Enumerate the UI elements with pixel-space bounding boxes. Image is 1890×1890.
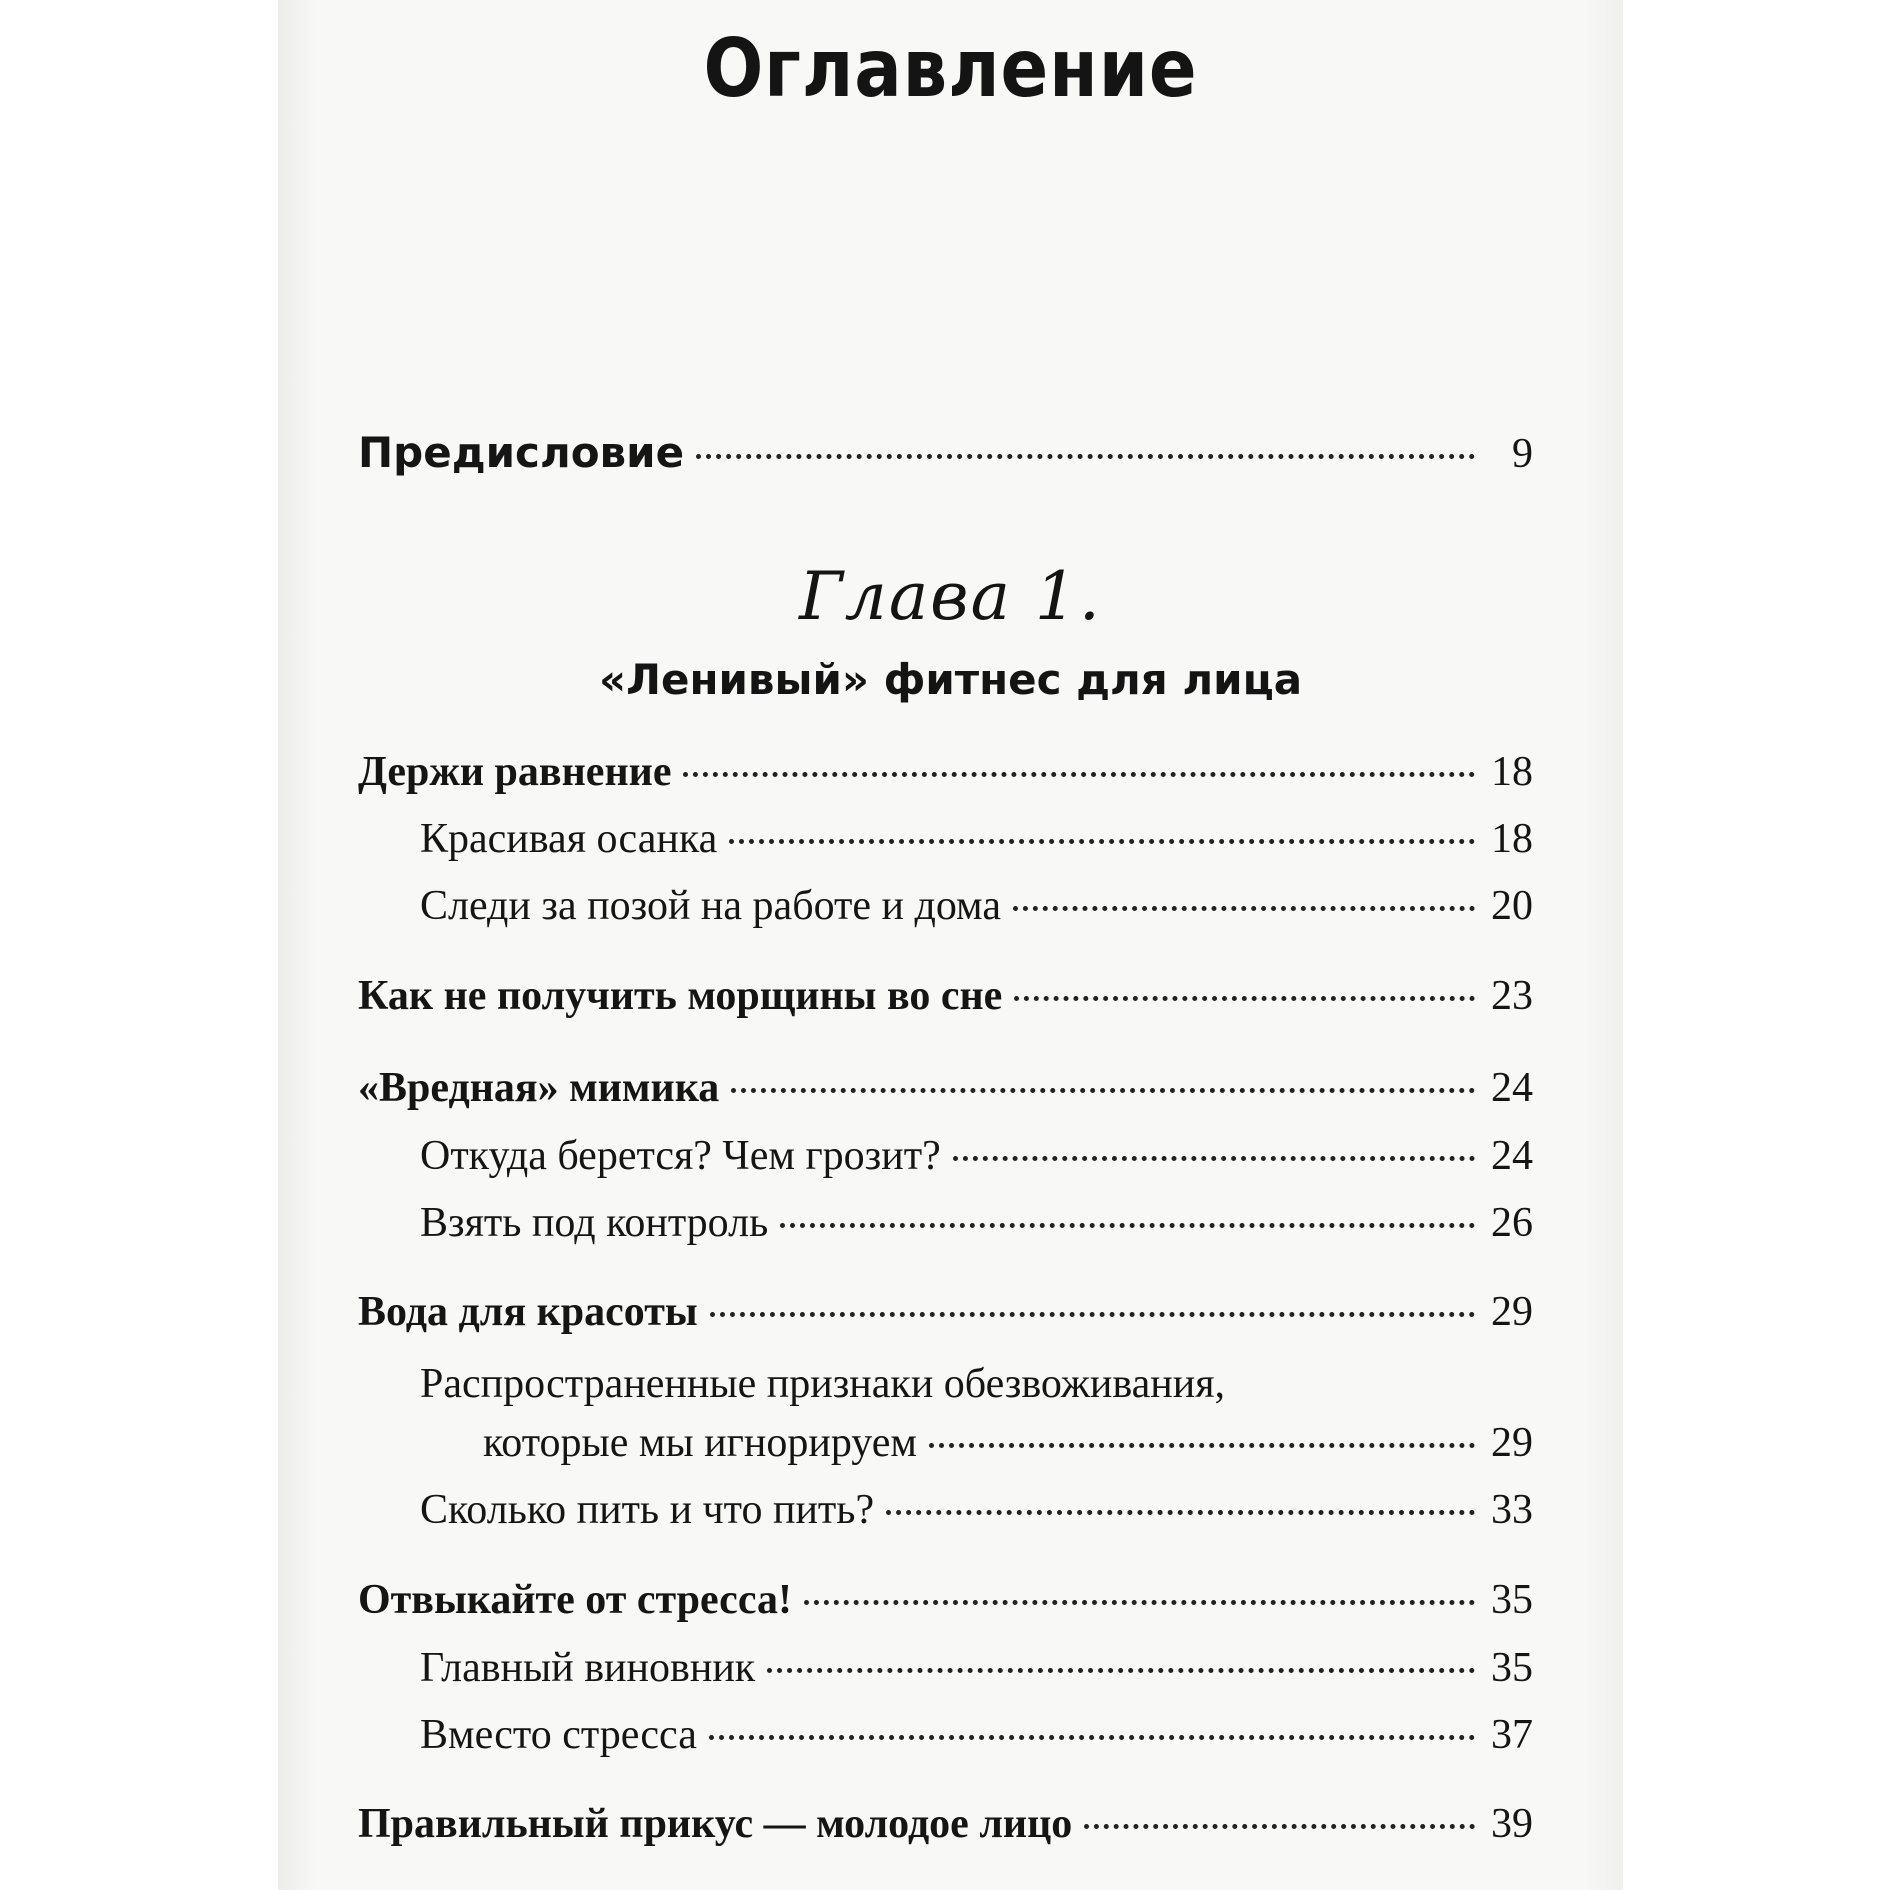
toc-entry-page: 9 xyxy=(1512,431,1533,477)
dot-leader xyxy=(731,1088,1475,1093)
toc-entry-page: 20 xyxy=(1491,883,1533,929)
toc-subsection xyxy=(420,1486,1533,1534)
toc-entry-label: Держи равнение xyxy=(358,749,672,795)
toc-entry-page: 37 xyxy=(1491,1712,1533,1758)
toc-subsection-line: Распространенные признаки обезвоживания, xyxy=(420,1361,1226,1407)
dot-leader xyxy=(683,772,1475,777)
toc-section xyxy=(358,1576,1533,1624)
page-shadow-left xyxy=(278,0,318,1890)
toc-entry-page: 23 xyxy=(1491,973,1533,1019)
toc-entry-label: Как не получить морщины во сне xyxy=(358,973,1003,1019)
toc-entry-label: Предисловие xyxy=(358,428,685,477)
toc-subsection xyxy=(483,1419,1533,1467)
dot-leader xyxy=(886,1510,1475,1515)
dot-leader xyxy=(1014,996,1475,1001)
toc-section xyxy=(358,1800,1533,1848)
toc-section xyxy=(358,972,1533,1020)
toc-entry-page: 29 xyxy=(1491,1420,1533,1466)
toc-subsection xyxy=(420,882,1533,930)
toc-entry-label: Взять под контроль xyxy=(420,1200,769,1246)
page-shadow-right xyxy=(1583,0,1623,1890)
toc-entry-preface xyxy=(358,428,1533,478)
toc-entry-label: Откуда берется? Чем грозит? xyxy=(420,1133,941,1179)
dot-leader xyxy=(804,1600,1475,1605)
dot-leader xyxy=(696,454,1475,459)
toc-entry-page: 29 xyxy=(1491,1289,1533,1335)
toc-entry-page: 35 xyxy=(1491,1577,1533,1623)
dot-leader xyxy=(929,1443,1475,1448)
toc-entry-label: «Вредная» мимика xyxy=(358,1065,720,1111)
toc-entry-page: 24 xyxy=(1491,1065,1533,1111)
toc-section xyxy=(358,1064,1533,1112)
dot-leader xyxy=(1013,906,1475,911)
dot-leader xyxy=(780,1223,1475,1228)
dot-leader xyxy=(953,1156,1475,1161)
chapter-subtitle: «Ленивый» фитнес для лица xyxy=(598,655,1303,704)
toc-entry-label: Следи за позой на работе и дома xyxy=(420,883,1001,929)
book-page xyxy=(278,0,1623,1890)
page-title: Оглавление xyxy=(703,22,1198,115)
toc-entry-page: 24 xyxy=(1491,1133,1533,1179)
toc-subsection xyxy=(420,1199,1533,1247)
dot-leader xyxy=(710,1312,1475,1317)
toc-section xyxy=(358,1288,1533,1336)
toc-entry-page: 26 xyxy=(1491,1200,1533,1246)
toc-entry-label: Сколько пить и что пить? xyxy=(420,1487,875,1533)
toc-entry-label: Правильный прикус — молодое лицо xyxy=(358,1801,1073,1847)
toc-entry-page: 33 xyxy=(1491,1487,1533,1533)
toc-entry-page: 39 xyxy=(1491,1801,1533,1847)
toc-entry-label: Вода для красоты xyxy=(358,1289,698,1335)
toc-section xyxy=(358,748,1533,796)
toc-entry-label: Красивая осанка xyxy=(420,816,718,862)
toc-entry-page: 35 xyxy=(1491,1645,1533,1691)
toc-entry-page: 18 xyxy=(1491,816,1533,862)
dot-leader xyxy=(1084,1824,1475,1829)
toc-subsection xyxy=(420,1132,1533,1180)
toc-entry-label: которые мы игнорируем xyxy=(483,1420,917,1466)
toc-subsection xyxy=(420,1711,1533,1759)
toc-entry-page: 18 xyxy=(1491,749,1533,795)
toc-subsection xyxy=(420,1644,1533,1692)
dot-leader xyxy=(767,1668,1475,1673)
dot-leader xyxy=(729,839,1475,844)
toc-entry-label: Отвыкайте от стресса! xyxy=(358,1577,792,1623)
toc-subsection xyxy=(420,815,1533,863)
toc-entry-label: Вместо стресса xyxy=(420,1712,697,1758)
chapter-heading: Глава 1. xyxy=(799,558,1102,635)
toc-entry-label: Главный виновник xyxy=(420,1645,756,1691)
dot-leader xyxy=(709,1735,1475,1740)
